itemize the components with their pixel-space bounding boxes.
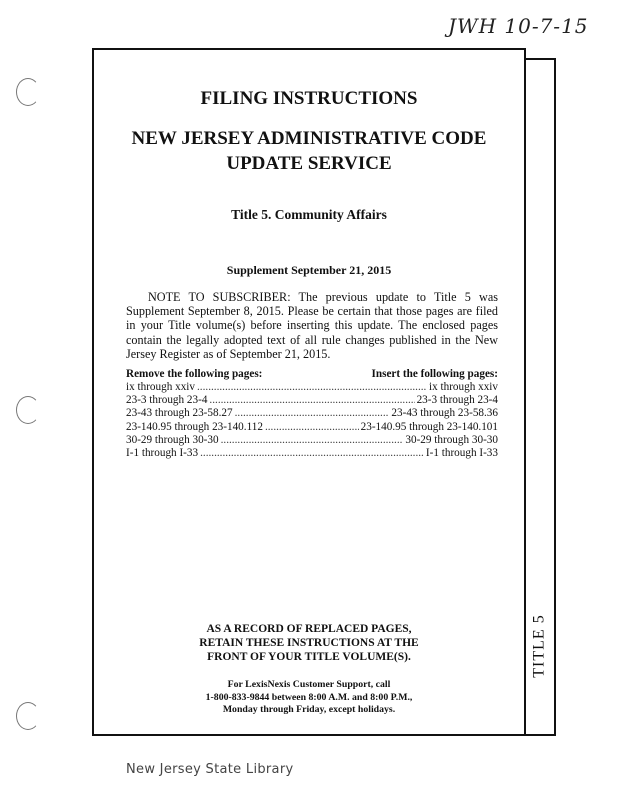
table-row (126, 434, 498, 447)
title-heading: Title 5. Community Affairs (231, 207, 387, 222)
code-update-heading (92, 126, 526, 176)
code-heading-line2: UPDATE SERVICE (226, 153, 392, 174)
retain-instructions (92, 622, 526, 664)
insert-range: 23-43 through 23-58.36 (391, 407, 498, 420)
binder-hole-top (16, 78, 40, 106)
remove-pages-header: Remove the following pages: (126, 368, 263, 380)
table-row (126, 394, 498, 407)
insert-range: 23-140.95 through 23-140.101 (360, 420, 498, 433)
customer-support-info (92, 679, 526, 717)
table-row (126, 421, 498, 434)
code-heading-line1: NEW JERSEY ADMINISTRATIVE CODE (131, 128, 487, 149)
insert-pages-header: Insert the following pages: (371, 368, 498, 380)
page-table-header (126, 368, 498, 381)
page-replacement-table (126, 368, 498, 460)
remove-range: 23-43 through 23-58.27 (126, 407, 233, 420)
remove-range: ix through xxiv (126, 381, 195, 393)
remove-range: 23-3 through 23-4 (126, 394, 208, 407)
support-line3: Monday through Friday, except holidays. (222, 704, 396, 715)
support-line1: For LexisNexis Customer Support, call (227, 679, 391, 690)
support-line2: 1-800-833-9844 between 8:00 A.M. and 8:00 P.M., (205, 691, 413, 703)
remove-range: I-1 through I-33 (126, 447, 199, 460)
library-stamp: New Jersey State Library (126, 762, 294, 777)
insert-range: I-1 through I-33 (425, 447, 498, 460)
binder-hole-middle (16, 396, 40, 424)
binder-hole-bottom (16, 702, 40, 730)
insert-range: ix through xxiv (429, 381, 498, 393)
title-tab-label (530, 606, 550, 686)
retain-line3: FRONT OF YOUR TITLE VOLUME(S). (207, 651, 411, 663)
insert-range: 30-29 through 30-30 (405, 433, 498, 446)
retain-line1: AS A RECORD OF REPLACED PAGES, (206, 623, 412, 635)
insert-range: 23-3 through 23-4 (416, 394, 498, 407)
remove-range: 30-29 through 30-30 (126, 433, 219, 446)
supplement-heading: Supplement September 21, 2015 (226, 263, 392, 277)
table-row (126, 447, 498, 460)
table-row (126, 381, 498, 394)
retain-line2: RETAIN THESE INSTRUCTIONS AT THE (199, 637, 419, 649)
subscriber-note: NOTE TO SUBSCRIBER: The previous update to Title 5 was Supplement September 8, 2015. Please be certain that those pages are filed in your Title volume(s) before inserting this update. The enclosed pages contain the legally adopted text of all rule changes published in the New Jersey Register as of September 21, 2015. (126, 290, 498, 361)
handwritten-initials-date: JWH 10-7-15 (448, 14, 589, 38)
filing-instructions-heading: FILING INSTRUCTIONS (200, 88, 418, 109)
tab-label-text: TITLE 5 (531, 614, 549, 678)
table-row (126, 407, 498, 420)
remove-range: 23-140.95 through 23-140.112 (126, 420, 263, 433)
